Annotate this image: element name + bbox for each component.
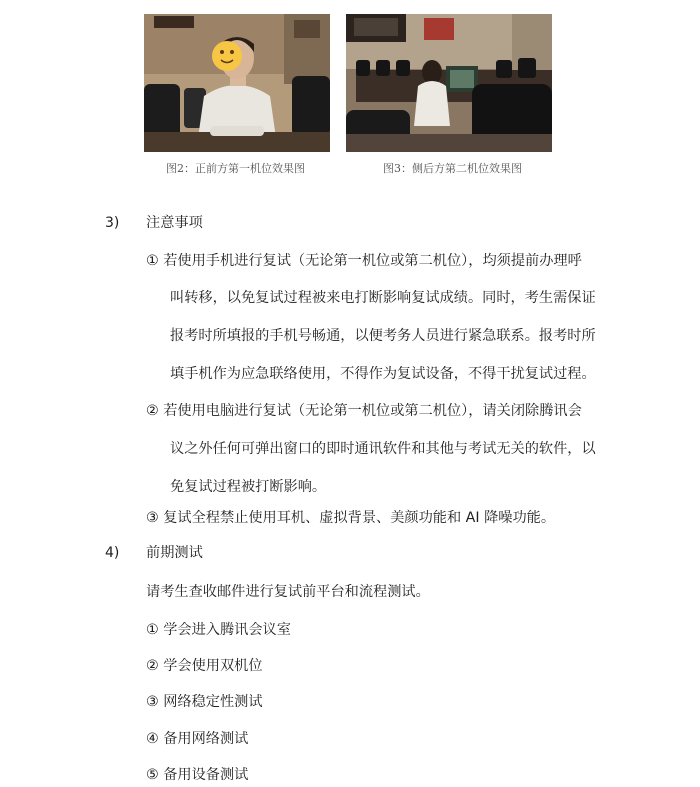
list-item: ② 学会使用双机位 xyxy=(146,658,263,674)
paragraph-line: 叫转移，以免复试过程被来电打断影响复试成绩。同时，考生需保证 xyxy=(170,290,596,306)
list-item: ③ 网络稳定性测试 xyxy=(146,694,263,710)
section-number: 3) xyxy=(105,215,120,231)
figure-side-camera-photo xyxy=(346,14,552,152)
list-item: ④ 备用网络测试 xyxy=(146,731,249,747)
paragraph-line: 免复试过程被打断影响。 xyxy=(170,479,327,495)
list-item: ⑤ 备用设备测试 xyxy=(146,767,249,783)
paragraph-line: 填手机作为应急联络使用，不得作为复试设备，不得干扰复试过程。 xyxy=(170,366,596,382)
paragraph-line: 议之外任何可弹出窗口的即时通讯软件和其他与考试无关的软件，以 xyxy=(170,441,596,457)
section-heading: 前期测试 xyxy=(146,545,203,561)
paragraph-line: ③ 复试全程禁止使用耳机、虚拟背景、美颜功能和 AI 降噪功能。 xyxy=(146,510,556,526)
section-number: 4) xyxy=(105,545,120,561)
paragraph-line: 请考生查收邮件进行复试前平台和流程测试。 xyxy=(146,584,430,600)
list-item: ① 学会进入腾讯会议室 xyxy=(146,622,291,638)
figure-caption-front: 图2：正前方第一机位效果图 xyxy=(166,162,305,175)
figure-front-camera-photo xyxy=(144,14,330,152)
figure-caption-side: 图3：侧后方第二机位效果图 xyxy=(383,162,522,175)
paragraph-line: ① 若使用手机进行复试（无论第一机位或第二机位），均须提前办理呼 xyxy=(146,253,582,269)
paragraph-line: ② 若使用电脑进行复试（无论第一机位或第二机位），请关闭除腾讯会 xyxy=(146,403,582,419)
section-heading: 注意事项 xyxy=(146,215,203,231)
paragraph-line: 报考时所填报的手机号畅通，以便考务人员进行紧急联系。报考时所 xyxy=(170,328,596,344)
